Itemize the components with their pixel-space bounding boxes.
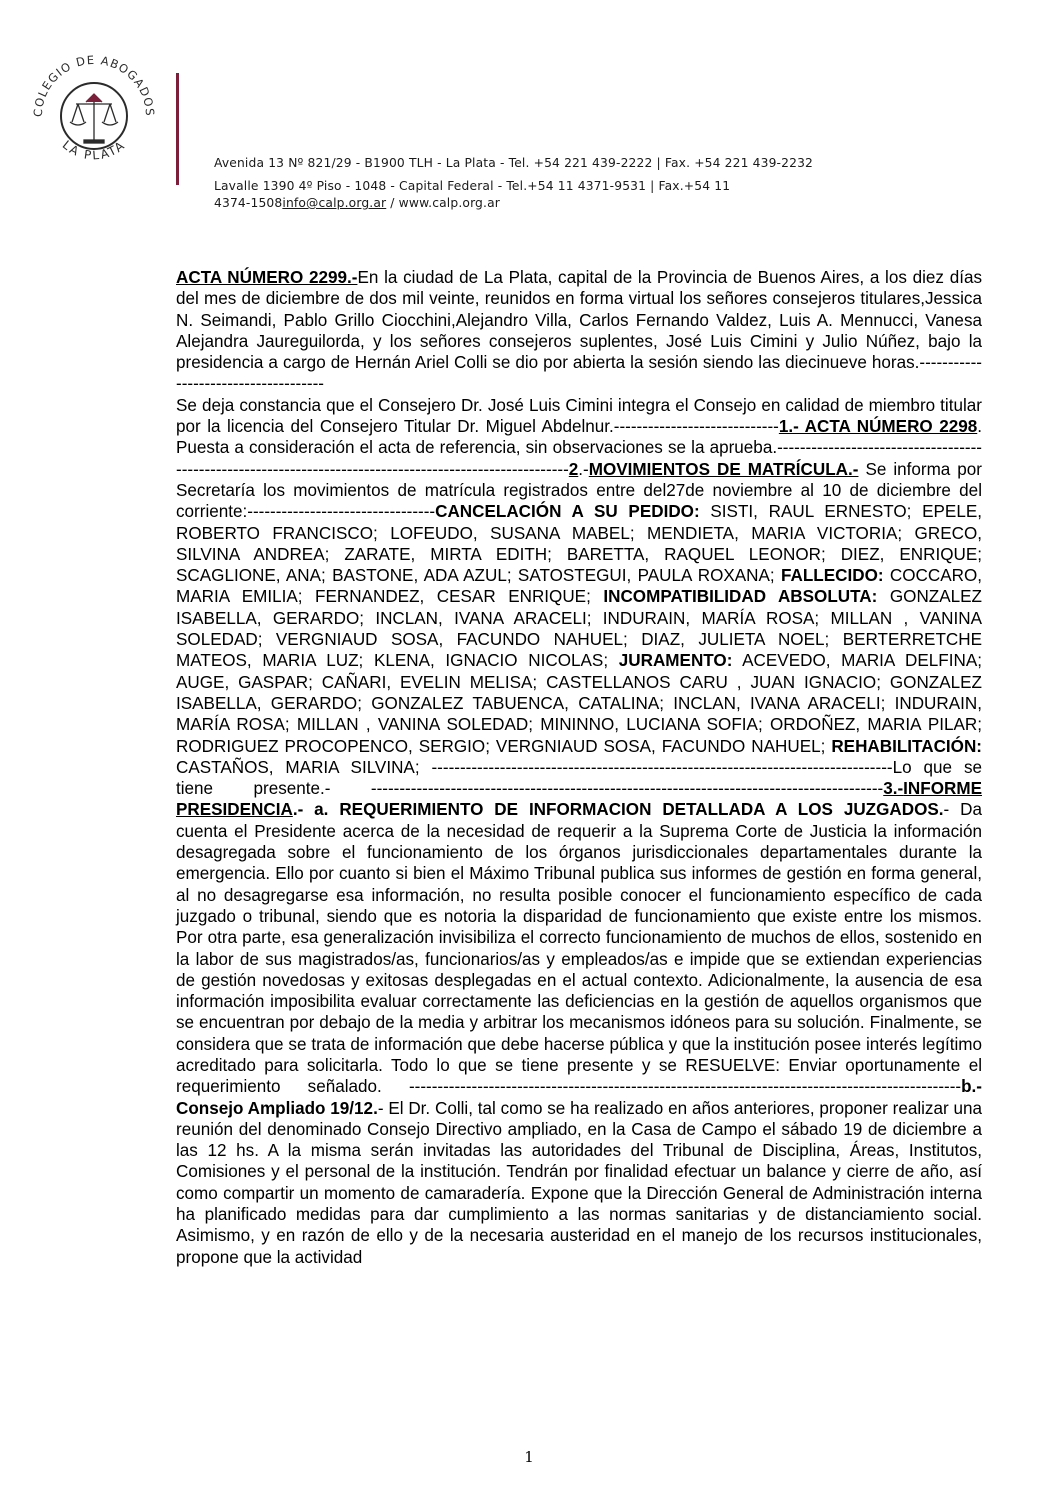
item3-title: INFORME PRESIDENCIA: [176, 779, 982, 820]
header-fax-number: 4374-1508: [214, 196, 283, 210]
item3b-title: b.- Consejo Ampliado 19/12.: [176, 1077, 982, 1118]
category-incompatibilidad-label: INCOMPATIBILIDAD ABSOLUTA:: [603, 587, 878, 607]
category-incompatibilidad-list: GONZALEZ ISABELLA, GERARDO; INCLAN, IVANA ARACELI; INDURAIN, MARÍA ROSA; MILLAN , VANINA SOLEDAD; VERGNIAUD SOSA, FACUNDO NAHUEL; DIAZ, JULIETA NOEL; BERTERRETCHE MATEOS, MARIA LUZ; KLENA, IGNACIO NICOLAS;: [176, 587, 982, 671]
category-cancelacion-list: SISTI, RAUL ERNESTO; EPELE, ROBERTO FRANCISCO; LOFEUDO, SUSANA MABEL; MENDIETA, MARIA VICTORIA; GRECO, SILVINA ANDREA; ZARATE, MIRTA EDITH; BARETTA, RAQUEL LEONOR; DIEZ, ENRIQUE; SCAGLIONE, ANA; BASTONE, ADA AZUL; SATOSTEGUI, PAULA ROXANA;: [176, 502, 982, 586]
header-website: / www.calp.org.ar: [386, 196, 500, 210]
acta-intro-text: En la ciudad de La Plata, capital de la Provincia de Buenos Aires, a los diez días del mes de diciembre de dos mil veinte, reunidos en forma virtual los señores consejeros titulares,Jessica N. Seimandi, Pablo Grillo Ciocchini,Alejandro Villa, Carlos Fernando Valdez, Luis A. Mennucci, Vanesa Alejandra Jaureguilorda, y los señores consejeros suplentes, José Luis Cimini y Julio Núñez, bajo la presidencia a cargo de Hernán Ariel Colli se dio por abierta la sesión siendo las diecinueve horas.-------------------------------------: [176, 268, 983, 394]
header-contact-line: [214, 196, 500, 210]
item3b-text: - El Dr. Colli, tal como se ha realizado en años anteriores, proponer realizar una reunión del denominado Consejo Directivo ampliado, en la Casa de Campo el sábado 19 de diciembre a las 12 hs. A la misma serán invitadas las autoridades del Tribunal de Disciplina, Áreas, Institutos, Comisiones y el personal de la institución. Tendrán por finalidad efectuar un balance y cierre de año, así como compartir un momento de camaradería. Expone que la Dirección General de Administración interna ha planificado medidas para dar cumplimiento a las normas sanitarias y de distanciamiento social. Asimismo, y en razón de ello y de la necesaria austeridad en el manejo de los recursos institucionales, propone que la actividad: [176, 1098, 983, 1267]
category-cancelacion-label: CANCELACIÓN A SU PEDIDO:: [435, 502, 700, 522]
page-number: 1: [524, 1448, 534, 1466]
item3a-title: .- a. REQUERIMIENTO DE INFORMACION DETALLADA A LOS JUZGADOS.: [292, 800, 944, 820]
item2-separator: .-: [578, 459, 589, 479]
category-juramento-list: ACEVEDO, MARIA DELFINA; AUGE, GASPAR; CAÑARI, EVELIN MELISA; CASTELLANOS CARU , JUAN IGNACIO; GONZALEZ ISABELLA, GERARDO; GONZALEZ TABUENCA, CATALINA; INCLAN, IVANA ARACELI; INDURAIN, MARÍA ROSA; MILLAN , VANINA SOLEDAD; MININNO, LUCIANA SOFIA; ORDOÑEZ, MARIA PILAR; RODRIGUEZ PROCOPENCO, SERGIO; VERGNIAUD SOSA, FACUNDO NAHUEL;: [176, 651, 982, 756]
category-rehabilitacion-label: REHABILITACIÓN:: [831, 736, 982, 756]
scales-icon: [70, 94, 118, 143]
item1-title: 1.- ACTA NÚMERO 2298: [778, 417, 978, 437]
item2-title: MOVIMIENTOS DE MATRÍCULA.-: [588, 459, 859, 479]
item3a-text: - Da cuenta el Presidente acerca de la necesidad de requerir a la Suprema Corte de Justicia la información desagregada sobre el funcionamiento de los órganos jurisdiccionales departamentales durante la emergencia. Ello por cuanto si bien el Máximo Tribunal publica sus informes de gestión en forma general, al no desagregarse esa información, no resulta posible conocer el funcionamiento específico de cada juzgado o tribunal, siendo que es notoria la disparidad de funcionamiento que existe entre los mismos. Por otra parte, esa generalización invisibiliza el correcto funcionamiento de muchos de ellos, sostenido en la labor de sus magistrados/as, funcionarios/as y empleados/as e impide que se extiendan experiencias de gestión novedosas y exitosas desplegadas en el actual contexto. Adicionalmente, la ausencia de esa información imposibilita evaluar correctamente las deficiencias en la gestión de aquellos organismos que se encuentran por debajo de la media y arbitrar los mecanismos idóneos para su solución. Finalmente, se considera que se trata de información que debe hacerse pública y que la institución posee interés legítimo acreditado para solicitarla. Todo lo que se tiene presente y se RESUELVE: Enviar oportunamente el requerimiento señalado. -------------------------------------------------------------------------------------------------: [176, 800, 982, 1097]
acta-body: [176, 267, 982, 1268]
item1-text: . Puesta a consideración el acta de referencia, sin observaciones se la aprueba.---------------------------------------------------------------------------------------------------------: [176, 417, 982, 479]
header-address-la-plata: Avenida 13 Nº 821/29 - B1900 TLH - La Plata - Tel. +54 221 439-2222 | Fax. +54 221 439-2232: [214, 156, 814, 170]
item2-number: 2: [568, 459, 579, 479]
logo-top-text: COLEGIO DE ABOGADOS: [30, 52, 158, 118]
logo-bottom-text: LA PLATA: [59, 137, 129, 163]
category-fallecido-list: COCCARO, MARIA EMILIA; FERNANDEZ, CESAR ENRIQUE;: [176, 566, 983, 607]
acta-main-paragraph: [176, 395, 982, 1268]
colegio-abogados-logo: [24, 44, 164, 184]
category-juramento-label: JURAMENTO:: [618, 651, 733, 671]
header-accent-bar: [176, 73, 179, 185]
acta-intro-paragraph: [176, 267, 982, 395]
item3-number: 3.-: [883, 779, 904, 799]
category-fallecido-label: FALLECIDO:: [781, 566, 884, 586]
header-address-capital: Lavalle 1390 4º Piso - 1048 - Capital Federal - Tel.+54 11 4371-9531 | Fax.+54 11: [214, 179, 731, 193]
acta-constancia-text: Se deja constancia que el Consejero Dr. José Luis Cimini integra el Consejo en calidad de miembro titular por la licencia del Consejero Titular Dr. Miguel Abdelnur.-----------------------------: [176, 395, 982, 437]
item2-text: Se informa por Secretaría los movimientos de matrícula registrados entre del27de noviembre al 10 de diciembre del corriente:---------------------------------: [176, 459, 982, 522]
header-email-link[interactable]: info@calp.org.ar: [282, 196, 387, 210]
category-rehabilitacion-list: CASTAÑOS, MARIA SILVINA; ---------------------------------------------------------------------------------Lo que se tiene presente.- ------------------------------------------------------------------------------------------: [176, 757, 982, 799]
acta-title: ACTA NÚMERO 2299.-: [176, 268, 358, 287]
